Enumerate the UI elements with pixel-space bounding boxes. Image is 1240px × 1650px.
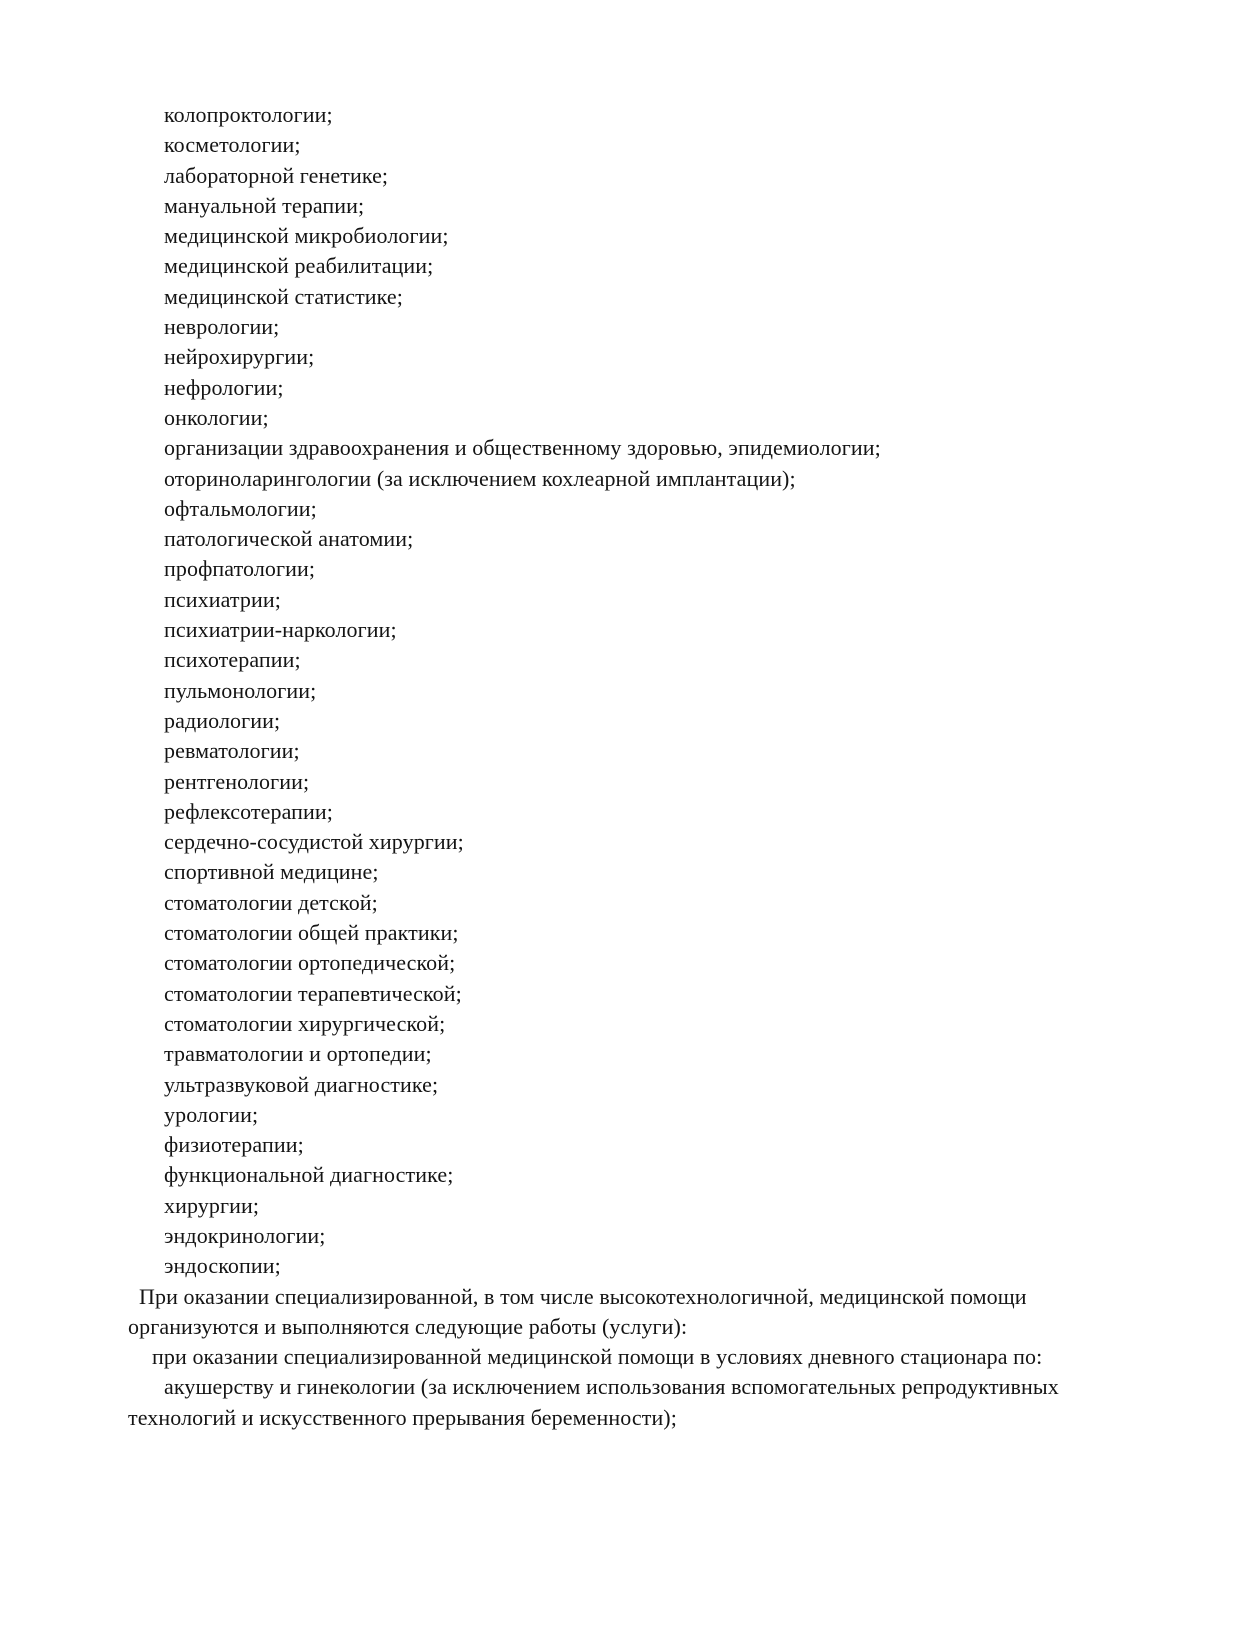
specialty-line: неврологии; [164,314,280,340]
specialty-line: эндокринологии; [164,1222,326,1248]
paragraph-line: при оказании специализированной медицинской помощи в условиях дневного стационара по: [152,1344,1043,1370]
specialty-line: нефрологии; [164,374,284,400]
specialty-line: стоматологии терапевтической; [164,980,462,1006]
specialty-line: рефлексотерапии; [164,798,333,824]
specialty-line: пульмонологии; [164,677,317,703]
specialty-line: офтальмологии; [164,495,317,521]
specialty-line: стоматологии хирургической; [164,1010,446,1036]
specialty-line: хирургии; [164,1192,260,1218]
specialty-line: психиатрии; [164,586,281,612]
specialty-line: эндоскопии; [164,1253,281,1279]
specialty-line: медицинской статистике; [164,283,403,309]
specialty-line: косметологии; [164,132,301,158]
specialty-line: организации здравоохранения и общественному здоровью, эпидемиологии; [164,435,881,461]
specialty-line: функциональной диагностике; [164,1162,454,1188]
specialty-line: психиатрии-наркологии; [164,617,397,643]
specialty-line: патологической анатомии; [164,526,414,552]
specialty-line: стоматологии ортопедической; [164,950,456,976]
specialty-line: медицинской реабилитации; [164,253,434,279]
specialty-line: онкологии; [164,404,269,430]
paragraph-line: технологий и искусственного прерывания беременности); [128,1404,677,1430]
specialty-line: ревматологии; [164,738,300,764]
specialty-line: физиотерапии; [164,1132,304,1158]
specialty-line: рентгенологии; [164,768,310,794]
medical-specialties-list [128,100,1208,1282]
specialty-line: профпатологии; [164,556,316,582]
specialty-line: психотерапии; [164,647,301,673]
specialty-line: урологии; [164,1101,259,1127]
specialty-line: стоматологии детской; [164,889,378,915]
specialty-line: мануальной терапии; [164,192,365,218]
paragraph-line: организуются и выполняются следующие работы (услуги): [128,1313,688,1339]
specialized-care-paragraph [128,1282,1208,1433]
specialty-line: колопроктологии; [164,102,333,127]
specialty-line: стоматологии общей практики; [164,920,459,946]
specialty-line: радиологии; [164,707,281,733]
specialty-line: медицинской микробиологии; [164,223,449,249]
specialty-line: сердечно-сосудистой хирургии; [164,829,464,855]
specialty-line: спортивной медицине; [164,859,379,885]
specialty-line: лабораторной генетике; [164,162,389,188]
paragraph-line: акушерству и гинекологии (за исключением использования вспомогательных репродуктивных [164,1374,1059,1400]
paragraph-line: При оказании специализированной, в том числе высокотехнологичной, медицинской помощи [139,1283,1027,1309]
license-text-block [128,100,1208,1433]
specialty-line: оториноларингологии (за исключением кохлеарной имплантации); [164,465,796,491]
specialty-line: ультразвуковой диагностике; [164,1071,439,1097]
specialty-line: травматологии и ортопедии; [164,1041,432,1067]
specialty-line: нейрохирургии; [164,344,315,370]
